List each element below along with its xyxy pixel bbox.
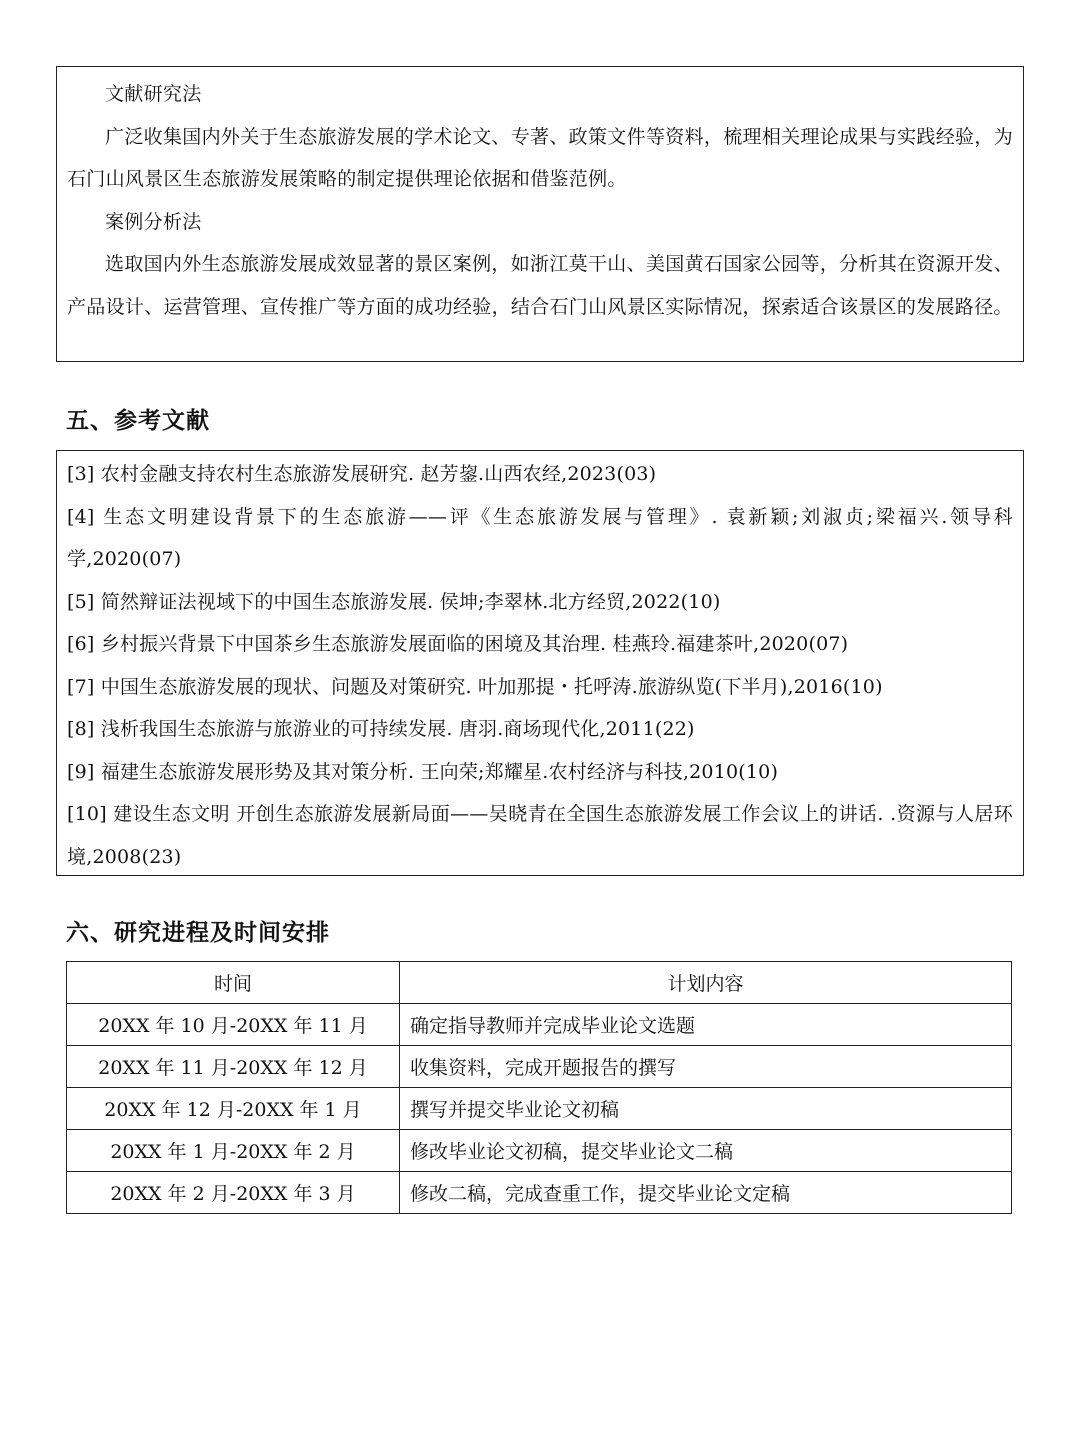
- time-cell: 20XX 年 12 月-20XX 年 1 月: [67, 1088, 400, 1130]
- method-title-case-study: 案例分析法: [105, 210, 202, 233]
- time-cell: 20XX 年 2 月-20XX 年 3 月: [67, 1172, 400, 1214]
- header-plan: 计划内容: [400, 962, 1012, 1004]
- plan-cell: 收集资料，完成开题报告的撰写: [400, 1046, 1012, 1088]
- reference-item: [7] 中国生态旅游发展的现状、问题及对策研究. 叶加那提・托呼涛.旅游纵览(下半月),2016(10): [67, 675, 883, 698]
- reference-item: [9] 福建生态旅游发展形势及其对策分析. 王向荣;郑耀星.农村经济与科技,2010(10): [67, 760, 779, 783]
- table-row: [67, 1172, 1012, 1214]
- plan-cell: 修改二稿，完成查重工作，提交毕业论文定稿: [400, 1172, 1012, 1214]
- time-cell: 20XX 年 11 月-20XX 年 12 月: [67, 1046, 400, 1088]
- plan-cell: 撰写并提交毕业论文初稿: [400, 1088, 1012, 1130]
- header-time: 时间: [67, 962, 400, 1004]
- reference-item: [10] 建设生态文明 开创生态旅游发展新局面——吴晓青在全国生态旅游发展工作会议上的讲话. .资源与人居环境,2008(23): [67, 803, 1013, 868]
- reference-item: [8] 浅析我国生态旅游与旅游业的可持续发展. 唐羽.商场现代化,2011(22): [67, 718, 695, 740]
- method-desc-case-study: 选取国内外生态旅游发展成效显著的景区案例，如浙江莫干山、美国黄石国家公园等，分析其在资源开发、产品设计、运营管理、宣传推广等方面的成功经验，结合石门山风景区实际情况，探索适合该景区的发展路径。: [67, 253, 1013, 318]
- reference-item: [5] 简然辩证法视域下的中国生态旅游发展. 侯坤;李翠林.北方经贸,2022(10): [67, 590, 721, 613]
- plan-cell: 确定指导教师并完成毕业论文选题: [400, 1004, 1012, 1046]
- method-desc-literature: 广泛收集国内外关于生态旅游发展的学术论文、专著、政策文件等资料，梳理相关理论成果与实践经验，为石门山风景区生态旅游发展策略的制定提供理论依据和借鉴范例。: [67, 125, 1013, 190]
- reference-item: [3] 农村金融支持农村生态旅游发展研究. 赵芳鋆.山西农经,2023(03): [67, 463, 657, 485]
- references-box: [56, 450, 1024, 876]
- time-cell: 20XX 年 10 月-20XX 年 11 月: [67, 1004, 400, 1046]
- table-row: [67, 1088, 1012, 1130]
- plan-cell: 修改毕业论文初稿，提交毕业论文二稿: [400, 1130, 1012, 1172]
- schedule-table: [66, 961, 1012, 1214]
- table-row: [67, 1004, 1012, 1046]
- schedule-header-row: [67, 962, 1012, 1004]
- reference-item: [6] 乡村振兴背景下中国茶乡生态旅游发展面临的困境及其治理. 桂燕玲.福建茶叶,2020(07): [67, 633, 849, 655]
- references-heading: 五、参考文献: [66, 407, 210, 434]
- method-title-literature: 文献研究法: [105, 83, 202, 105]
- table-row: [67, 1046, 1012, 1088]
- time-cell: 20XX 年 1 月-20XX 年 2 月: [67, 1130, 400, 1172]
- table-row: [67, 1130, 1012, 1172]
- schedule-heading: 六、研究进程及时间安排: [66, 919, 330, 946]
- research-methods-box: [56, 66, 1024, 362]
- reference-item: [4] 生态文明建设背景下的生态旅游——评《生态旅游发展与管理》. 袁新颖;刘淑贞;梁福兴.领导科学,2020(07): [67, 505, 1013, 570]
